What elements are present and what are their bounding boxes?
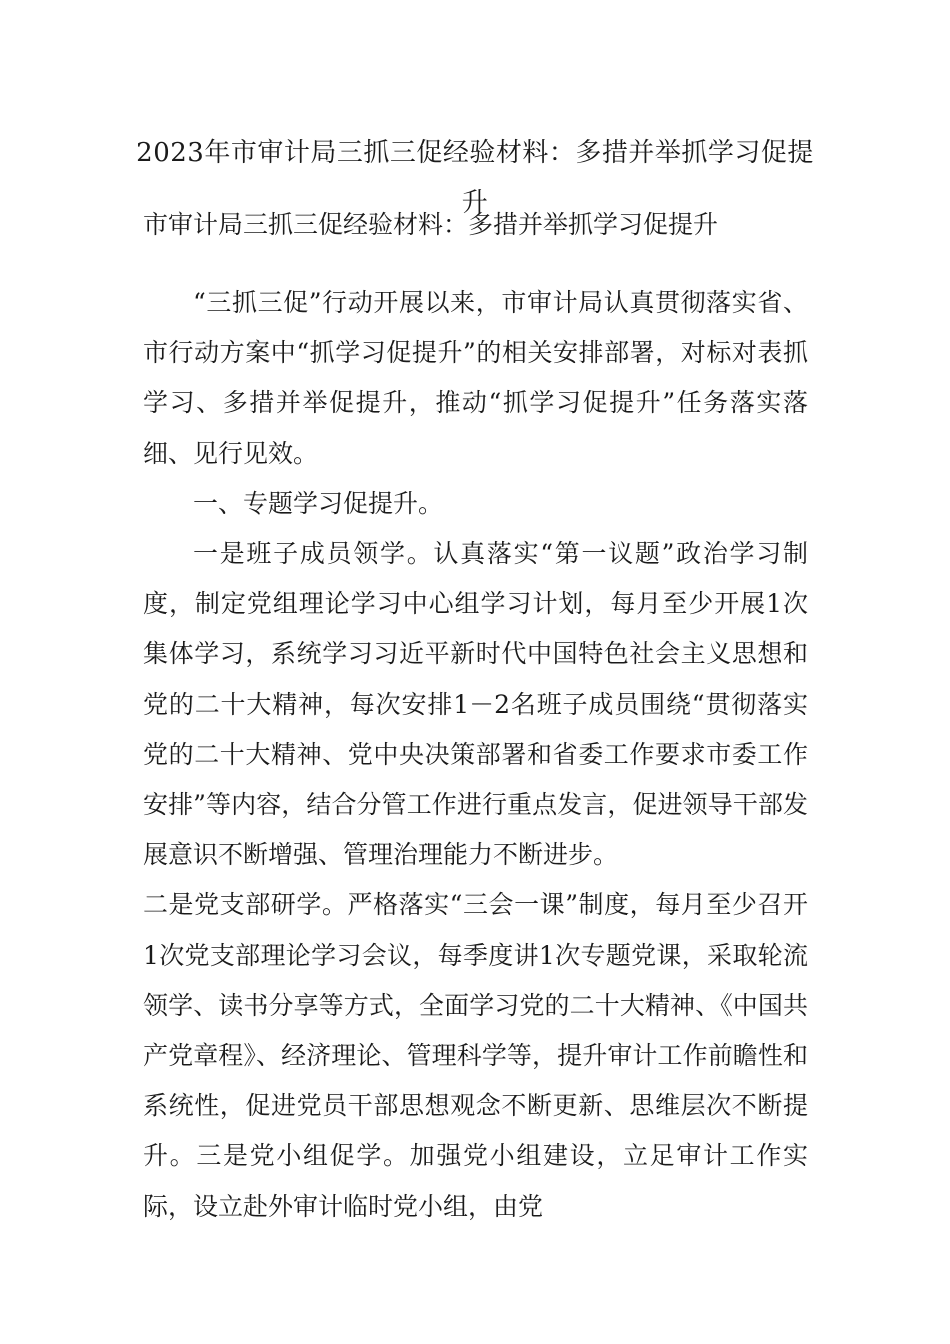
paragraph-section-heading: 一、专题学习促提升。	[193, 488, 444, 518]
document-body	[143, 278, 808, 1232]
paragraph-branch-study: 二是党支部研学。严格落实“三会一课”制度，每月至少召开1次党支部理论学习会议，每季度讲1次专题党课，采取轮流领学、读书分享等方式，全面学习党的二十大精神、《中国共产党章程》、经济理论、管理科学等，提升审计工作前瞻性和系统性，促进党员干部思想观念不断更新、思维层次不断提升。三是党小组促学。加强党小组建设，立足审计工作实际，设立赴外审计临时党小组，由党	[143, 890, 808, 1221]
document-title: 2023年市审计局三抓三促经验材料：多措并举抓学习促提升	[136, 138, 814, 218]
paragraph-intro: “三抓三促”行动开展以来，市审计局认真贯彻落实省、市行动方案中“抓学习促提升”的相关安排部署，对标对表抓学习、多措并举促提升，推动“抓学习促提升”任务落实落细、见行见效。	[143, 288, 808, 468]
paragraph-leadership-study: 一是班子成员领学。认真落实“第一议题”政治学习制度，制定党组理论学习中心组学习计划，每月至少开展1次集体学习，系统学习习近平新时代中国特色社会主义思想和党的二十大精神，每次安排1－2名班子成员围绕“贯彻落实党的二十大精神、党中央决策部署和省委工作要求市委工作安排”等内容，结合分管工作进行重点发言，促进领导干部发展意识不断增强、管理治理能力不断进步。	[143, 539, 808, 870]
document-subtitle: 市审计局三抓三促经验材料：多措并举抓学习促提升	[143, 210, 719, 239]
